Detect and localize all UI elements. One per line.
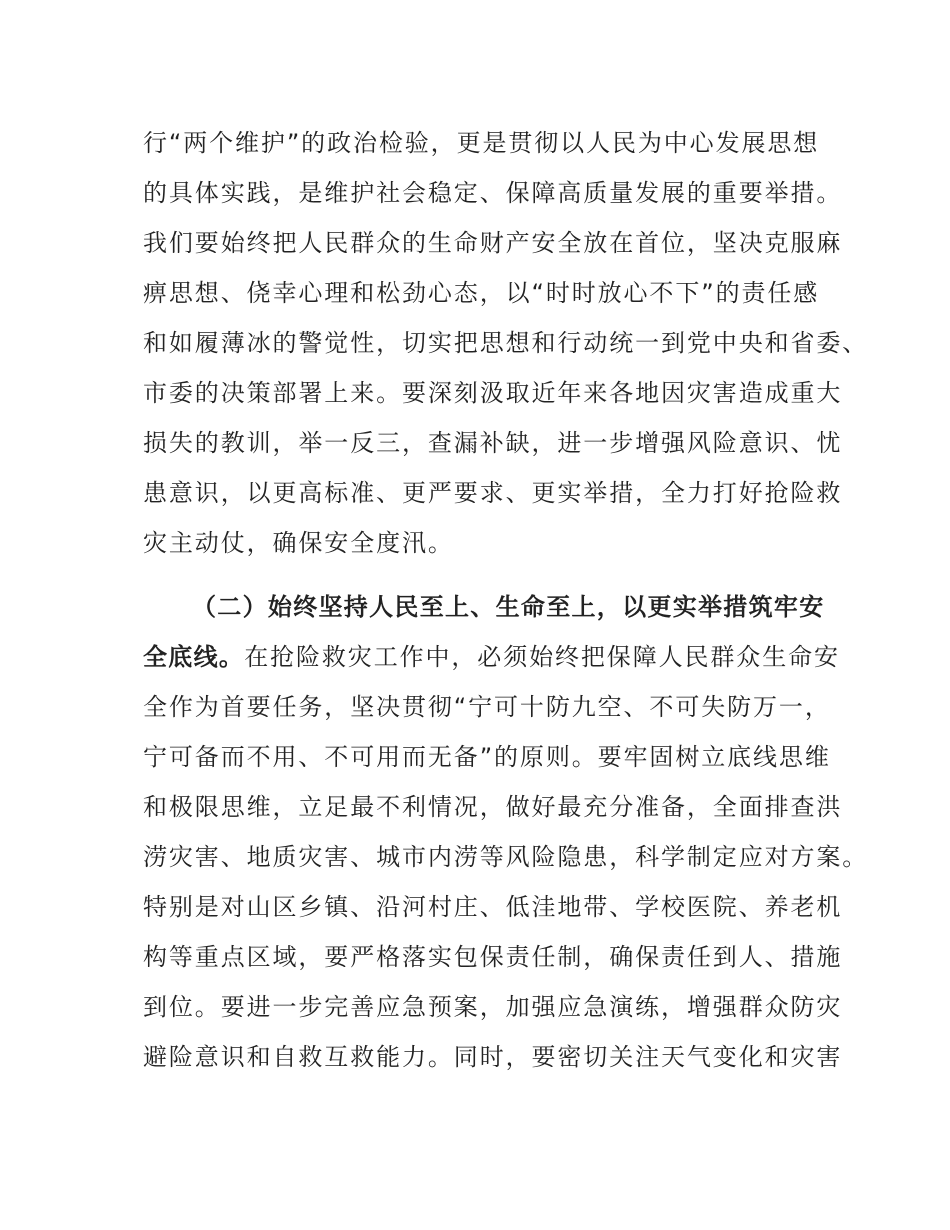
paragraph-line: 的具体实践，是维护社会稳定、保障高质量发展的重要举措。 — [143, 179, 843, 207]
paragraph-line: 和如履薄冰的警觉性，切实把思想和行动统一到党中央和省委、 — [143, 329, 869, 357]
paragraph-line: 避险意识和自救互救能力。同时，要密切关注天气变化和灾害 — [143, 1043, 843, 1071]
paragraph-line: 损失的教训，举一反三，查漏补缺，进一步增强风险意识、忧 — [143, 429, 843, 457]
paragraph-line: 我们要始终把人民群众的生命财产安全放在首位，坚决克服麻 — [143, 229, 843, 257]
paragraph-line: 全作为首要任务，坚决贯彻“宁可十防九空、不可失防万一， — [143, 693, 831, 721]
paragraph-line: 痹思想、侥幸心理和松劲心态，以“时时放心不下”的责任感 — [143, 279, 820, 307]
paragraph-line: 涝灾害、地质灾害、城市内涝等风险隐患，科学制定应对方案。 — [143, 843, 869, 871]
paragraph-line: 行“两个维护”的政治检验，更是贯彻以人民为中心发展思想 — [143, 129, 820, 157]
paragraph-line — [143, 641, 843, 673]
paragraph-line: 构等重点区域，要严格落实包保责任制，确保责任到人、措施 — [143, 943, 843, 971]
paragraph-text: 在抢险救灾工作中，必须始终把保障人民群众生命安 — [244, 643, 840, 671]
paragraph-line: 灾主动仗，确保安全度汛。 — [143, 529, 454, 557]
paragraph-line: 到位。要进一步完善应急预案，加强应急演练，增强群众防灾 — [143, 993, 843, 1021]
paragraph-line: 宁可备而不用、不可用而无备”的原则。要牢固树立底线思维 — [143, 743, 831, 771]
section-heading: （二）始终坚持人民至上、生命至上，以更实举措筑牢安 — [192, 593, 825, 621]
paragraph-line: 患意识，以更高标准、更严要求、更实举措，全力打好抢险救 — [143, 479, 843, 507]
section-heading-end: 全底线。 — [143, 643, 245, 671]
paragraph-line: 和极限思维，立足最不利情况，做好最充分准备，全面排查洪 — [143, 793, 843, 821]
paragraph-line: 市委的决策部署上来。要深刻汲取近年来各地因灾害造成重大 — [143, 379, 843, 407]
paragraph-line: 特别是对山区乡镇、沿河村庄、低洼地带、学校医院、养老机 — [143, 893, 843, 921]
